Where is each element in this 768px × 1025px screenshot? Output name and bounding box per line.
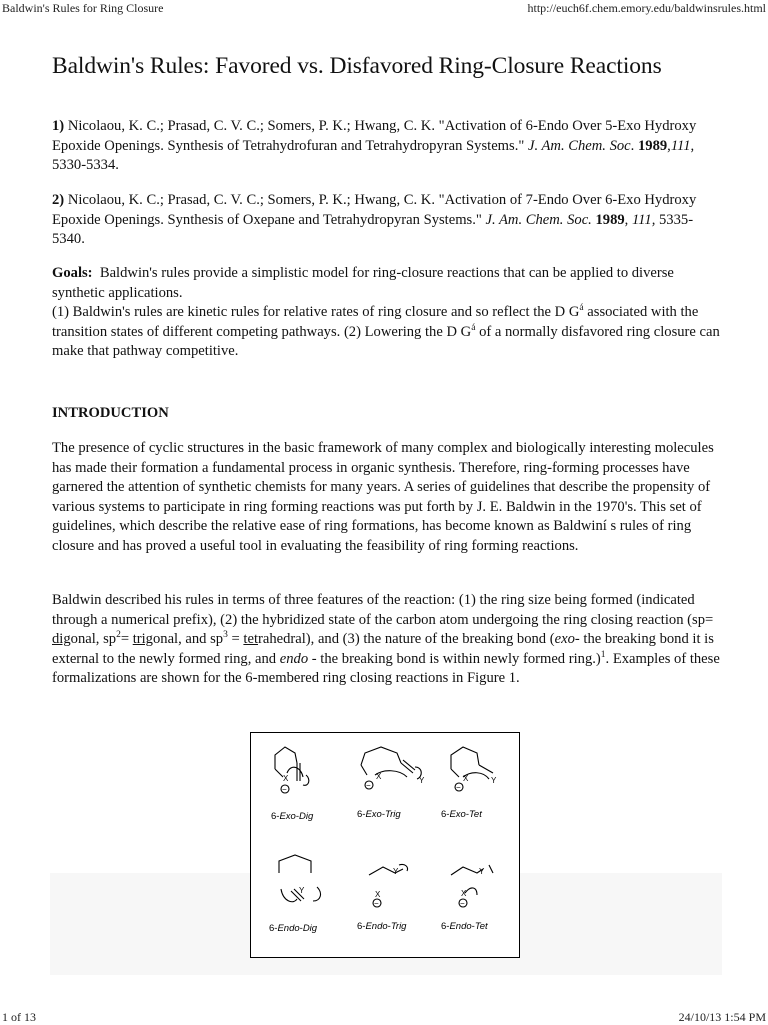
exo-dig-structure	[275, 747, 309, 793]
goals-text-2a: (1) Baldwin's rules are kinetic rules for relative rates of ring closure and so reflect the D G	[52, 304, 580, 321]
label-6-exo-dig: 6-Exo-Dig	[271, 811, 314, 822]
exo-italic: exo	[554, 631, 575, 648]
reference-2-journal: J. Am. Chem. Soc.	[485, 211, 592, 228]
reference-1-number: 1)	[52, 118, 65, 134]
introduction-paragraph-2	[52, 591, 724, 689]
intro-p2-part-a: Baldwin described his rules in terms of three features of the reaction: (1) the ring size being formed (indicated through a numerical prefix), (2) the hybridized state of the carbon atom undergoing the ring closing reaction (sp=	[52, 592, 714, 628]
digonal-underlined: dig	[52, 631, 71, 648]
goals-paragraph	[52, 264, 724, 362]
reference-1-year: 1989	[637, 137, 668, 154]
exo-tet-atom-x: X	[463, 774, 469, 783]
exo-tet-atom-y: Y	[491, 776, 497, 785]
endo-tet-atom-y: Y	[479, 867, 485, 876]
page-title: Baldwin's Rules: Favored vs. Disfavored Ring-Closure Reactions	[52, 53, 662, 79]
exo-dig-atom-x: X	[283, 774, 289, 783]
goals-text-2b: associated with the transition states of different competing pathways. (2) Lowering the D G	[52, 304, 699, 340]
goals-sup-1: á	[579, 303, 584, 314]
reference-2-pages: 5335-5340.	[52, 211, 694, 248]
reference-2-number: 2)	[52, 192, 65, 208]
reference-superscript: 1	[600, 649, 606, 660]
browser-print-header-url: http://euch6f.chem.emory.edu/baldwinsrules.html	[527, 1, 766, 15]
endo-italic: endo	[279, 650, 309, 667]
label-6-exo-tet: 6-Exo-Tet	[441, 809, 482, 820]
exo-trig-atom-x: X	[376, 772, 382, 781]
reference-1-journal: J. Am. Chem. Soc	[527, 137, 631, 154]
browser-print-header-title: Baldwin's Rules for Ring Closure	[2, 1, 164, 15]
exo-trig-atom-y: Y	[419, 776, 425, 785]
label-6-exo-trig: 6-Exo-Trig	[357, 809, 401, 820]
goals-sup-2: á	[471, 322, 476, 333]
exo-tet-minus: −	[456, 783, 461, 792]
tetrahedral-underlined: tet	[243, 631, 258, 648]
goals-text-1: Baldwin's rules provide a simplistic model for ring-closure reactions that can be applied to diverse synthetic applications.	[52, 265, 674, 301]
intro-p2-part-h: - the breaking bond is within newly formed ring.)	[311, 650, 601, 667]
reference-1-pages: 5330-5334.	[52, 157, 119, 174]
exo-trig-minus: −	[366, 781, 371, 790]
intro-p2-part-g: - the breaking bond it is external to the newly formed ring, and	[52, 631, 714, 667]
print-footer-datetime: 24/10/13 1:54 PM	[678, 1010, 766, 1024]
goals-text-2c: of a normally disfavored ring closure can make that pathway competitive.	[52, 323, 720, 360]
label-6-endo-trig: 6-Endo-Trig	[357, 921, 407, 932]
reference-2-year: 1989	[595, 211, 625, 228]
reference-2-volume: 111,	[631, 211, 656, 228]
reference-2: 2) Nicolaou, K. C.; Prasad, C. V. C.; Somers, P. K.; Hwang, C. K. "Activation of 7-Endo Over 6-Exo Hydroxy Epoxide Openings. Synthesis of Oxepane and Tetrahydropyran Systems." J. Am. Chem. Soc. 1989, 111, 5335-5340.	[52, 192, 697, 248]
exo-dig-minus: −	[282, 785, 287, 794]
endo-dig-atom-y: Y	[299, 886, 305, 895]
intro-p2-part-i: . Examples of these formalizations are shown for the 6-membered ring closing reactions in Figure 1.	[52, 650, 720, 687]
introduction-paragraph-1: The presence of cyclic structures in the basic framework of many complex and biologically interesting molecules has made their formation a fundamental process in organic synthesis. Therefore, ring-forming processes have garnered the attention of synthetic chemists for many years. A series of guidelines that describe the propensity of various systems to participate in ring forming reactions was put forth by J. E. Baldwin in the 1970's. This set of guidelines, which describe the relative ease of ring formations, has become known as Baldwiní s rules of ring closure and has proved a useful tool in evaluating the feasibility of ring forming reactions.	[52, 440, 714, 554]
intro-p2-part-d: onal, and sp	[152, 631, 224, 648]
endo-tet-structure	[451, 865, 493, 907]
print-footer-page-number: 1 of 13	[2, 1010, 36, 1024]
intro-p2-part-f: rahedral), and (3) the nature of the breaking bond (	[258, 631, 555, 648]
intro-p2-part-e: =	[231, 631, 240, 648]
goals-label: Goals:	[52, 265, 93, 281]
reference-2-text: Nicolaou, K. C.; Prasad, C. V. C.; Somers, P. K.; Hwang, C. K. "Activation of 7-Endo Over 6-Exo Hydroxy Epoxide Openings. Synthesis of Oxepane and Tetrahydropyran Systems."	[52, 192, 697, 228]
intro-p2-part-b: onal, sp	[70, 631, 117, 648]
endo-tet-minus: −	[460, 899, 465, 908]
sp3-superscript: 3	[223, 630, 228, 641]
intro-p2-part-c: =	[120, 631, 130, 648]
label-6-endo-tet: 6-Endo-Tet	[441, 921, 488, 932]
trigonal-underlined: trig	[132, 631, 153, 648]
label-6-endo-dig: 6-Endo-Dig	[269, 923, 318, 934]
introduction-heading: INTRODUCTION	[52, 405, 169, 421]
reference-1-text: Nicolaou, K. C.; Prasad, C. V. C.; Somers, P. K.; Hwang, C. K. "Activation of 6-Endo Over 5-Exo Hydroxy Epoxide Openings. Synthesis of Tetrahydrofuran and Tetrahydropyran Systems."	[52, 118, 697, 154]
endo-trig-minus: −	[374, 899, 379, 908]
endo-trig-atom-y: Y	[393, 867, 399, 876]
reference-1: 1) Nicolaou, K. C.; Prasad, C. V. C.; Somers, P. K.; Hwang, C. K. "Activation of 6-Endo Over 5-Exo Hydroxy Epoxide Openings. Synthesis of Tetrahydrofuran and Tetrahydropyran Systems." J. Am. Chem. Soc. 1989,111, 5330-5334.	[52, 118, 697, 174]
reference-1-volume: 111,	[670, 137, 695, 154]
sp2-superscript: 2	[116, 630, 121, 641]
endo-trig-atom-x: X	[375, 890, 381, 899]
endo-tet-atom-x: X	[461, 889, 467, 898]
figure-1-ring-closure-diagram	[250, 732, 520, 958]
